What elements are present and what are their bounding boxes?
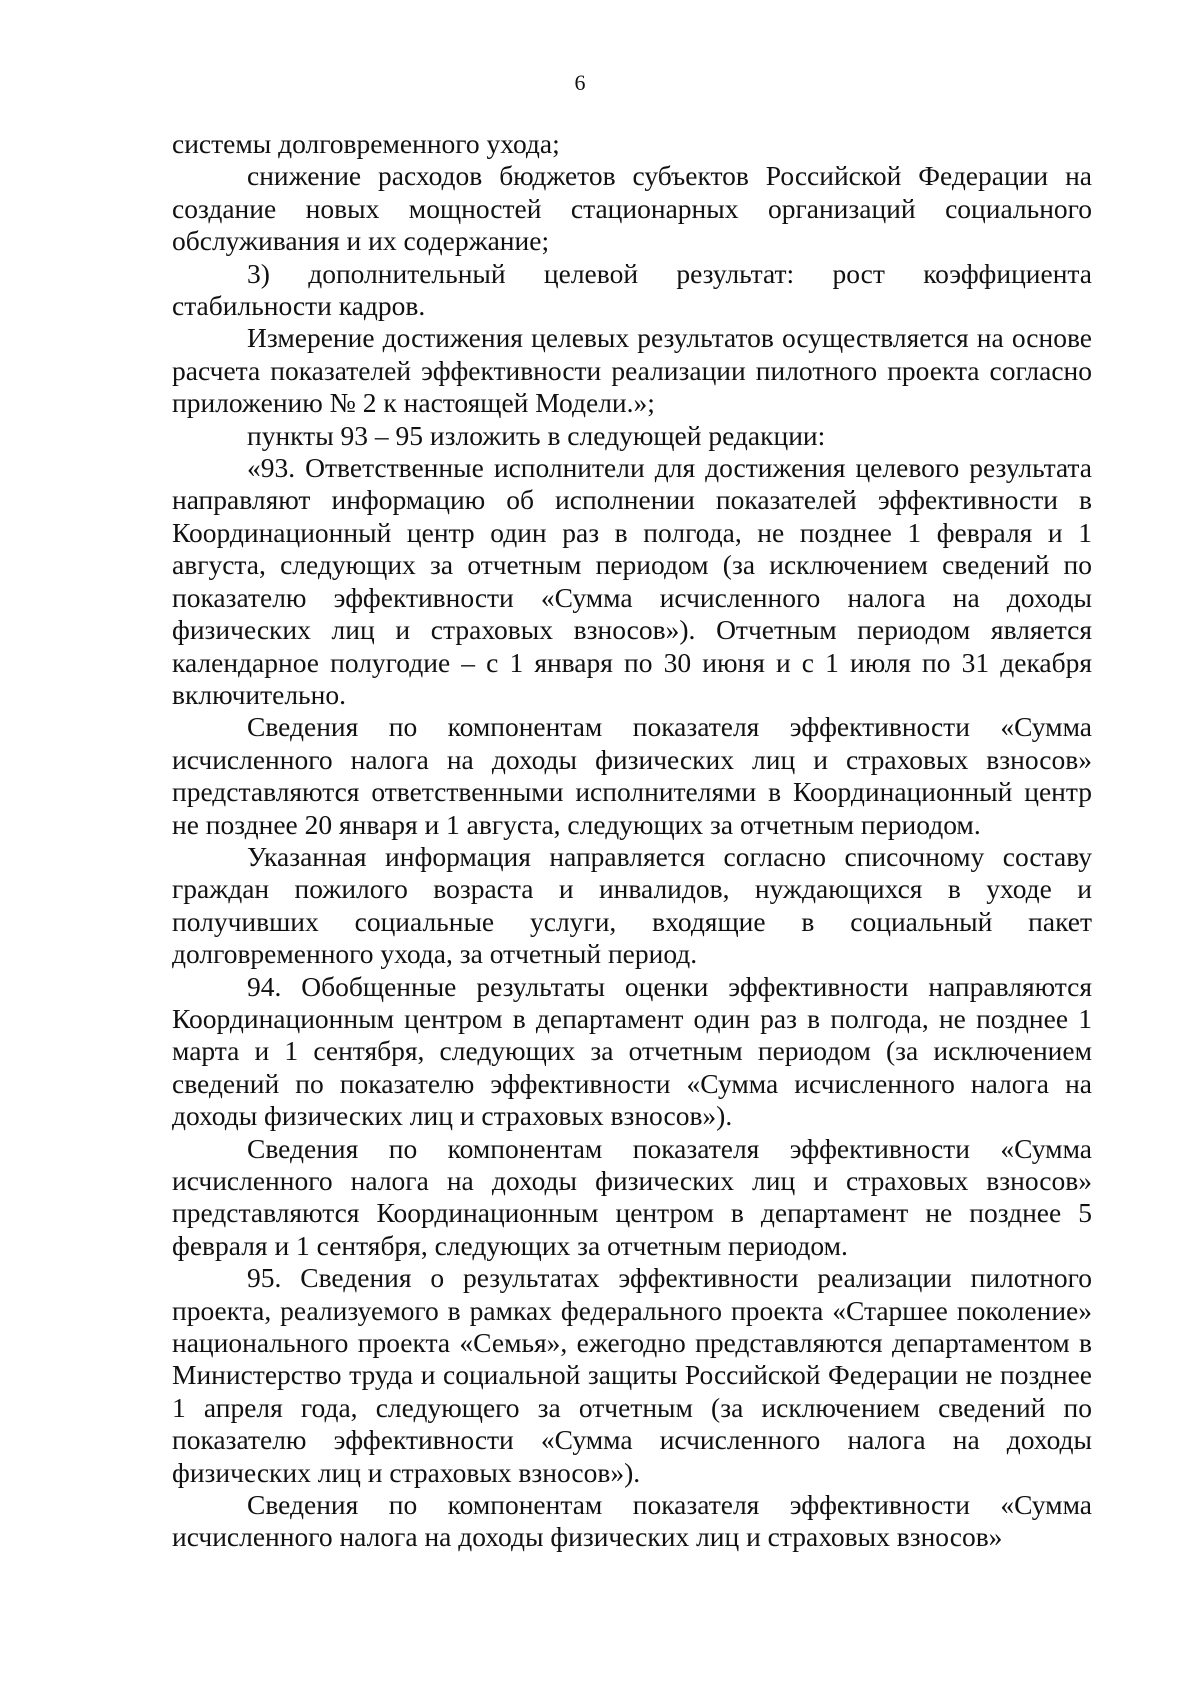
paragraph: системы долговременного ухода; — [172, 128, 560, 159]
paragraph: 94. Обобщенные результаты оценки эффективности направляются Координационным центром в департамент один раз в полгода, не позднее 1 марта и 1 сентября, следующих за отчетным периодом (за исключением сведений по показателю эффективности «Сумма исчисленного налога на доходы физических лиц и страховых взносов»). — [172, 970, 1092, 1132]
paragraph: Сведения по компонентам показателя эффективности «Сумма исчисленного налога на доходы физических лиц и страховых взносов» — [172, 1489, 1092, 1553]
paragraph: Измерение достижения целевых результатов осуществляется на основе расчета показателей эффективности реализации пилотного проекта согласно приложению № 2 к настоящей Модели.»; — [172, 322, 1092, 419]
document-body — [172, 128, 1092, 1554]
paragraph: Указанная информация направляется согласно списочному составу граждан пожилого возраста и инвалидов, нуждающихся в уходе и получивших социальные услуги, входящие в социальный пакет долговременного ухода, за отчетный период. — [172, 840, 1092, 970]
paragraph: «93. Ответственные исполнители для достижения целевого результата направляют информацию об исполнении показателей эффективности в Координационный центр один раз в полгода, не позднее 1 февраля и 1 августа, следующих за отчетным периодом (за исключением сведений по показателю эффективности «Сумма исчисленного налога на доходы физических лиц и страховых взносов»). Отчетным периодом является календарное полугодие – с 1 января по 30 июня и с 1 июля по 31 декабря включительно. — [172, 452, 1092, 710]
paragraph: 95. Сведения о результатах эффективности реализации пилотного проекта, реализуемого в рамках федерального проекта «Старшее поколение» национального проекта «Семья», ежегодно представляются департаментом в Министерство труда и социальной защиты Российской Федерации не позднее 1 апреля года, следующего за отчетным (за исключением сведений по показателю эффективности «Сумма исчисленного налога на доходы физических лиц и страховых взносов»). — [172, 1262, 1092, 1488]
paragraph: пункты 93 – 95 изложить в следующей редакции: — [247, 419, 826, 451]
paragraph: снижение расходов бюджетов субъектов Российской Федерации на создание новых мощностей стационарных организаций социального обслуживания и их содержание; — [172, 160, 1092, 257]
page-number: 6 — [574, 70, 586, 95]
paragraph: Сведения по компонентам показателя эффективности «Сумма исчисленного налога на доходы физических лиц и страховых взносов» представляются Координационным центром в департамент не позднее 5 февраля и 1 сентября, следующих за отчетным периодом. — [172, 1132, 1092, 1261]
paragraph: Сведения по компонентам показателя эффективности «Сумма исчисленного налога на доходы физических лиц и страховых взносов» представляются ответственными исполнителями в Координационный центр не позднее 20 января и 1 августа, следующих за отчетным периодом. — [172, 711, 1092, 840]
paragraph: 3) дополнительный целевой результат: рост коэффициента стабильности кадров. — [172, 257, 1092, 322]
